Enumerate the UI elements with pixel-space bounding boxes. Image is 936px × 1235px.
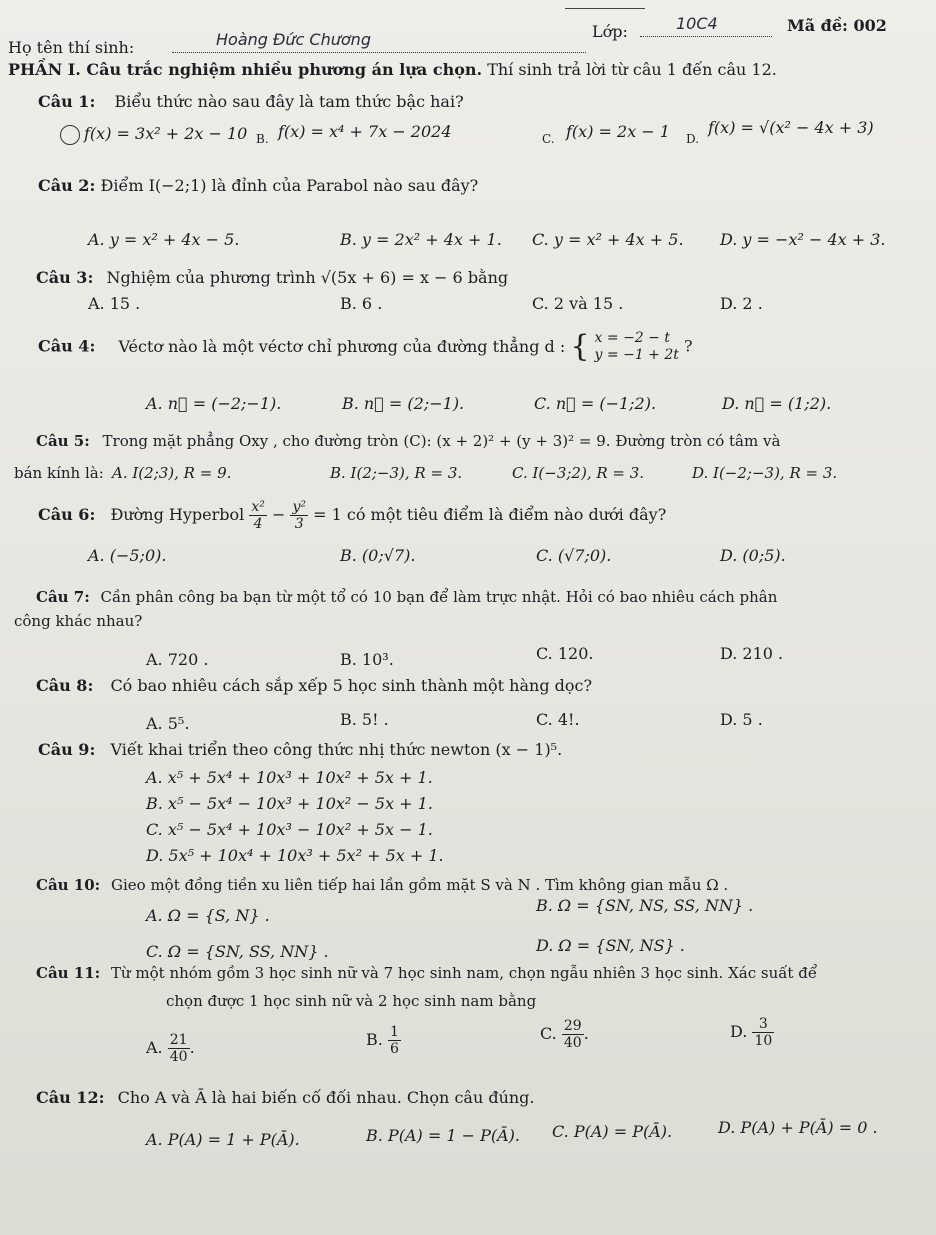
q3-stem (36, 268, 508, 287)
q8-option-b: B. 5! . (340, 710, 389, 729)
q7-text: Cần phân công ba bạn từ một tổ có 10 bạn để làm trực nhật. Hỏi có bao nhiêu cách phân (100, 588, 778, 606)
q11-option-d-fraction (752, 1016, 774, 1049)
q7-option-c: C. 120. (536, 644, 594, 663)
q2-label: Câu 2: (38, 176, 96, 195)
q7-option-a: A. 720 . (146, 650, 209, 669)
q6-fraction-y (290, 499, 308, 532)
q11-option-c-fraction (562, 1018, 584, 1051)
q2-option-d: D. y = −x² − 4x + 3. (720, 230, 886, 249)
q10-option-b: B. Ω = {SN, NS, SS, NN} . (536, 896, 754, 915)
top-rule (565, 8, 645, 9)
q4-option-a: A. n⃗ = (−2;−1). (146, 394, 282, 413)
q4-option-d: D. n⃗ = (1;2). (722, 394, 832, 413)
q9-option-a: A. x⁵ + 5x⁴ + 10x³ + 10x² + 5x + 1. (146, 768, 433, 787)
q11-option-a-den: 40 (169, 1049, 188, 1065)
q9-label: Câu 9: (38, 740, 96, 759)
q4-option-c: C. n⃗ = (−1;2). (534, 394, 657, 413)
q11-option-c (540, 1018, 589, 1051)
q11-option-a (146, 1032, 195, 1065)
q6-label: Câu 6: (38, 505, 96, 524)
q7-stem (36, 588, 777, 606)
q4-label: Câu 4: (38, 336, 96, 356)
q2-stem (38, 176, 478, 195)
q11-option-a-end: . (189, 1038, 195, 1057)
q12-stem (36, 1088, 535, 1107)
q6-fraction-y-den: 3 (294, 516, 304, 532)
q11-option-c-den: 40 (563, 1035, 582, 1051)
q10-text: Gieo một đồng tiền xu liên tiếp hai lần gồm mặt S và N . Tìm không gian mẫu Ω . (110, 876, 729, 894)
student-name: Hoàng Đức Chương (216, 30, 371, 49)
q3-option-b: B. 6 . (340, 294, 383, 313)
q1-option-c-label: C. (542, 132, 555, 146)
q6-minus: − (271, 505, 286, 524)
q5-stem (36, 432, 780, 450)
q1-stem (38, 92, 464, 111)
q6-fraction-y-num: y² (292, 499, 306, 515)
q9-option-d: D. 5x⁵ + 10x⁴ + 10x³ + 5x² + 5x + 1. (146, 846, 444, 865)
q12-text: Cho A và Ā là hai biến cố đối nhau. Chọn câu đúng. (117, 1088, 535, 1107)
q12-option-c: C. P(A) = P(Ā). (552, 1122, 673, 1141)
q11-option-a-num: 21 (169, 1032, 188, 1048)
q6-option-b: B. (0;√7). (340, 546, 416, 565)
q8-option-a: A. 5⁵. (146, 714, 190, 733)
q11-option-c-num: 29 (563, 1018, 582, 1034)
q4-qmark: ? (683, 336, 693, 356)
q4-option-b: B. n⃗ = (2;−1). (342, 394, 465, 413)
q11-option-b (366, 1024, 401, 1057)
part-heading (8, 60, 777, 79)
q8-option-d: D. 5 . (720, 710, 763, 729)
q2-option-a: A. y = x² + 4x − 5. (88, 230, 240, 249)
q9-text: Viết khai triển theo công thức nhị thức newton (x − 1)⁵. (110, 740, 563, 759)
q8-text: Có bao nhiêu cách sắp xếp 5 học sinh thành một hàng dọc? (110, 676, 593, 695)
q11-option-c-end: . (583, 1024, 589, 1043)
q11-stem (36, 964, 817, 982)
q5-stem-line2: bán kính là: (14, 464, 104, 482)
q5-option-d: D. I(−2;−3), R = 3. (692, 464, 838, 482)
q3-text: Nghiệm của phương trình √(5x + 6) = x − 6 bằng (106, 268, 509, 287)
q2-option-c: C. y = x² + 4x + 5. (532, 230, 684, 249)
part-instruction: Thí sinh trả lời từ câu 1 đến câu 12. (487, 60, 777, 79)
q6-option-a: A. (−5;0). (88, 546, 167, 565)
q1-option-d: f(x) = √(x² − 4x + 3) (708, 118, 874, 137)
class-value: 10C4 (676, 14, 718, 33)
q12-option-b: B. P(A) = 1 − P(Ā). (366, 1126, 520, 1145)
q11-label: Câu 11: (36, 964, 101, 982)
q11-option-d-label: D. (730, 1022, 748, 1041)
q4-system-line1: x = −2 − t (594, 330, 670, 346)
q5-label: Câu 5: (36, 432, 90, 450)
q11-stem-line2: chọn được 1 học sinh nữ và 2 học sinh nam bằng (166, 992, 537, 1010)
q11-option-b-den: 6 (389, 1041, 399, 1057)
q3-label: Câu 3: (36, 268, 94, 287)
q8-stem (36, 676, 592, 695)
q4-system-line2: y = −1 + 2t (594, 347, 679, 363)
q1-option-b: f(x) = x⁴ + 7x − 2024 (278, 122, 452, 141)
q5-option-b: B. I(2;−3), R = 3. (330, 464, 463, 482)
q1-option-a: f(x) = 3x² + 2x − 10 (84, 124, 248, 143)
q3-option-c: C. 2 và 15 . (532, 294, 624, 313)
q12-option-a: A. P(A) = 1 + P(Ā). (146, 1130, 300, 1149)
q6-option-c: C. (√7;0). (536, 546, 612, 565)
q10-option-c: C. Ω = {SN, SS, NN} . (146, 942, 329, 961)
q6-option-d: D. (0;5). (720, 546, 786, 565)
q4-brace: { (570, 329, 590, 364)
q11-option-a-label: A. (146, 1038, 163, 1057)
q1-answer-circle (60, 125, 80, 145)
q1-text: Biểu thức nào sau đây là tam thức bậc hai? (114, 92, 464, 111)
q10-label: Câu 10: (36, 876, 101, 894)
q11-option-d (730, 1016, 774, 1049)
q10-stem (36, 876, 728, 894)
q11-option-a-fraction (168, 1032, 190, 1065)
q5-option-c: C. I(−3;2), R = 3. (512, 464, 645, 482)
exam-code: Mã đề: 002 (787, 16, 887, 35)
q11-option-d-num: 3 (752, 1016, 774, 1033)
q6-fraction-x-den: 4 (253, 516, 263, 532)
q7-option-d: D. 210 . (720, 644, 784, 663)
q12-option-d: D. P(A) + P(Ā) = 0 . (718, 1118, 878, 1137)
q1-option-b-label: B. (256, 132, 269, 146)
q6-fraction-x (249, 499, 267, 532)
q10-option-d: D. Ω = {SN, NS} . (536, 936, 685, 955)
q11-option-d-den: 10 (754, 1033, 773, 1049)
q11-option-b-label: B. (366, 1030, 383, 1049)
q7-label: Câu 7: (36, 588, 90, 606)
q4-system (595, 330, 679, 364)
q1-option-d-label: D. (686, 132, 700, 146)
q1-label: Câu 1: (38, 92, 96, 111)
q3-option-a: A. 15 . (88, 294, 141, 313)
q4-stem (38, 330, 693, 364)
q8-option-c: C. 4!. (536, 710, 580, 729)
q5-text: Trong mặt phẳng Oxy , cho đường tròn (C): (x + 2)² + (y + 3)² = 9. Đường tròn có tâm và (102, 432, 781, 450)
q11-option-b-fraction (388, 1024, 401, 1057)
q9-option-c: C. x⁵ − 5x⁴ + 10x³ − 10x² + 5x − 1. (146, 820, 433, 839)
q6-stem (38, 498, 666, 532)
q2-option-b: B. y = 2x² + 4x + 1. (340, 230, 502, 249)
q2-text: Điểm I(−2;1) là đỉnh của Parabol nào sau đây? (100, 176, 479, 195)
q12-label: Câu 12: (36, 1088, 105, 1107)
q6-text-post: có một tiêu điểm là điểm nào dưới đây? (346, 505, 667, 524)
q7-option-b: B. 10³. (340, 650, 394, 669)
q6-fraction-x-num: x² (251, 499, 265, 515)
q6-text-pre: Đường Hyperbol (110, 505, 245, 524)
class-label: Lớp: (592, 22, 628, 41)
q11-option-b-num: 1 (389, 1024, 399, 1040)
name-label: Họ tên thí sinh: (8, 38, 135, 57)
q11-text: Từ một nhóm gồm 3 học sinh nữ và 7 học sinh nam, chọn ngẫu nhiên 3 học sinh. Xác suất để (110, 964, 818, 982)
q8-label: Câu 8: (36, 676, 94, 695)
q5-option-a: A. I(2;3), R = 9. (112, 464, 232, 482)
part-title: PHẦN I. Câu trắc nghiệm nhiều phương án lựa chọn. (8, 60, 483, 79)
q11-option-c-label: C. (540, 1024, 557, 1043)
q1-option-c: f(x) = 2x − 1 (566, 122, 670, 141)
q6-equals: = 1 (313, 505, 342, 524)
q7-stem-line2: công khác nhau? (14, 612, 143, 630)
q10-option-a: A. Ω = {S, N} . (146, 906, 270, 925)
q9-option-b: B. x⁵ − 5x⁴ − 10x³ + 10x² − 5x + 1. (146, 794, 433, 813)
q3-option-d: D. 2 . (720, 294, 763, 313)
q9-stem (38, 740, 562, 759)
q4-text: Véctơ nào là một véctơ chỉ phương của đường thẳng d : (118, 336, 566, 356)
